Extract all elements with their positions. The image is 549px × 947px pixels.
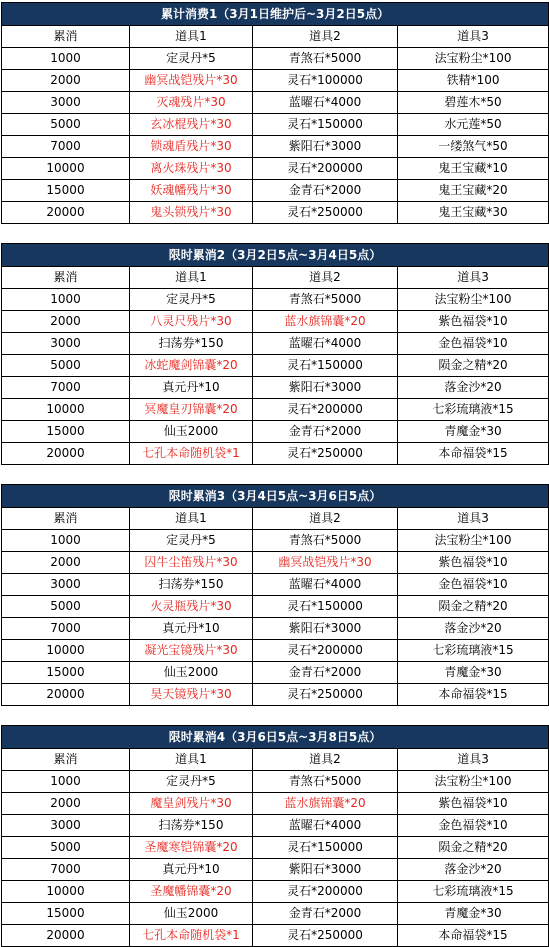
reward-item-cell: 扫荡券*150: [130, 574, 253, 596]
reward-item-cell: 蓝曜石*4000: [253, 815, 398, 837]
reward-item-cell: 妖魂幡残片*30: [130, 180, 253, 202]
reward-item-cell: 灵石*250000: [253, 925, 398, 947]
table-row: [2, 881, 549, 903]
reward-item-cell: 本命福袋*15: [398, 443, 549, 465]
reward-item-cell: 紫色福袋*10: [398, 793, 549, 815]
spend-threshold-cell: 7000: [2, 136, 130, 158]
table-row: [2, 552, 549, 574]
reward-item-cell: 法宝粉尘*100: [398, 289, 549, 311]
spend-threshold-cell: 2000: [2, 311, 130, 333]
reward-item-cell: 七彩琉璃液*15: [398, 640, 549, 662]
reward-item-cell: 灵石*250000: [253, 443, 398, 465]
reward-item-cell: 定灵丹*5: [130, 530, 253, 552]
reward-table: [1, 2, 549, 224]
reward-item-cell: 金青石*2000: [253, 662, 398, 684]
reward-item-cell: 紫色福袋*10: [398, 311, 549, 333]
table-row: [2, 618, 549, 640]
table-row: [2, 925, 549, 947]
column-header: 道具1: [130, 267, 253, 289]
reward-item-cell: 紫色福袋*10: [398, 552, 549, 574]
reward-item-cell: 七孔本命随机袋*1: [130, 443, 253, 465]
spend-threshold-cell: 5000: [2, 114, 130, 136]
table-row: [2, 136, 549, 158]
reward-item-cell: 紫阳石*3000: [253, 136, 398, 158]
reward-item-cell: 扫荡券*150: [130, 333, 253, 355]
table-row: [2, 640, 549, 662]
column-header: 道具1: [130, 749, 253, 771]
reward-item-cell: 定灵丹*5: [130, 289, 253, 311]
reward-item-cell: 法宝粉尘*100: [398, 530, 549, 552]
reward-item-cell: 金青石*2000: [253, 180, 398, 202]
reward-item-cell: 玄冰棍残片*30: [130, 114, 253, 136]
table-row: [2, 48, 549, 70]
reward-item-cell: 锁魂盾残片*30: [130, 136, 253, 158]
reward-item-cell: 紫阳石*3000: [253, 859, 398, 881]
reward-item-cell: 铁精*100: [398, 70, 549, 92]
table-row: [2, 311, 549, 333]
reward-item-cell: 灵石*250000: [253, 684, 398, 706]
reward-item-cell: 圣魔寒铠锦囊*20: [130, 837, 253, 859]
reward-item-cell: 鬼王宝藏*20: [398, 180, 549, 202]
reward-item-cell: 七彩琉璃液*15: [398, 399, 549, 421]
reward-item-cell: 碧莲木*50: [398, 92, 549, 114]
spend-threshold-cell: 2000: [2, 793, 130, 815]
reward-item-cell: 仙玉2000: [130, 903, 253, 925]
reward-item-cell: 青煞石*5000: [253, 289, 398, 311]
reward-item-cell: 金色福袋*10: [398, 815, 549, 837]
table-title: 累计消费1（3月1日维护后~3月2日5点）: [2, 3, 549, 26]
table-row: [2, 793, 549, 815]
reward-item-cell: 离火珠残片*30: [130, 158, 253, 180]
spend-threshold-cell: 15000: [2, 421, 130, 443]
spend-threshold-cell: 3000: [2, 333, 130, 355]
column-header: 累消: [2, 267, 130, 289]
reward-item-cell: 本命福袋*15: [398, 925, 549, 947]
table-row: [2, 903, 549, 925]
spend-threshold-cell: 3000: [2, 574, 130, 596]
reward-item-cell: 蓝曜石*4000: [253, 574, 398, 596]
reward-item-cell: 仙玉2000: [130, 421, 253, 443]
spend-threshold-cell: 15000: [2, 662, 130, 684]
reward-item-cell: 陨金之精*20: [398, 596, 549, 618]
reward-item-cell: 灵石*150000: [253, 355, 398, 377]
reward-item-cell: 水元莲*50: [398, 114, 549, 136]
reward-item-cell: 青煞石*5000: [253, 530, 398, 552]
reward-item-cell: 冥魔皇刃锦囊*20: [130, 399, 253, 421]
reward-table: [1, 725, 549, 947]
reward-item-cell: 蓝曜石*4000: [253, 333, 398, 355]
table-row: [2, 70, 549, 92]
reward-table: [1, 484, 549, 706]
reward-item-cell: 灵石*200000: [253, 881, 398, 903]
reward-item-cell: 鬼王宝藏*30: [398, 202, 549, 224]
spend-threshold-cell: 7000: [2, 377, 130, 399]
reward-item-cell: 灵石*200000: [253, 640, 398, 662]
table-row: [2, 202, 549, 224]
reward-item-cell: 真元丹*10: [130, 618, 253, 640]
table-row: [2, 662, 549, 684]
reward-item-cell: 定灵丹*5: [130, 48, 253, 70]
reward-item-cell: 七孔本命随机袋*1: [130, 925, 253, 947]
table-row: [2, 596, 549, 618]
spend-threshold-cell: 20000: [2, 202, 130, 224]
reward-item-cell: 幽冥战铠残片*30: [253, 552, 398, 574]
reward-item-cell: 紫阳石*3000: [253, 377, 398, 399]
spend-threshold-cell: 15000: [2, 903, 130, 925]
spend-threshold-cell: 3000: [2, 815, 130, 837]
reward-item-cell: 金青石*2000: [253, 421, 398, 443]
spend-threshold-cell: 20000: [2, 925, 130, 947]
table-row: [2, 771, 549, 793]
reward-item-cell: 灵石*150000: [253, 596, 398, 618]
spend-threshold-cell: 20000: [2, 443, 130, 465]
spend-threshold-cell: 1000: [2, 771, 130, 793]
column-header: 道具3: [398, 508, 549, 530]
reward-item-cell: 灵石*100000: [253, 70, 398, 92]
reward-item-cell: 圣魔幡锦囊*20: [130, 881, 253, 903]
reward-item-cell: 金色福袋*10: [398, 574, 549, 596]
reward-item-cell: 青煞石*5000: [253, 771, 398, 793]
column-header: 累消: [2, 749, 130, 771]
reward-item-cell: 陨金之精*20: [398, 355, 549, 377]
table-row: [2, 859, 549, 881]
reward-item-cell: 灵石*150000: [253, 114, 398, 136]
reward-item-cell: 灵石*150000: [253, 837, 398, 859]
table-row: [2, 114, 549, 136]
table-title: 限时累消3（3月4日5点~3月6日5点）: [2, 485, 549, 508]
spend-threshold-cell: 15000: [2, 180, 130, 202]
reward-item-cell: 青煞石*5000: [253, 48, 398, 70]
reward-item-cell: 真元丹*10: [130, 859, 253, 881]
spend-threshold-cell: 1000: [2, 289, 130, 311]
column-header: 道具3: [398, 749, 549, 771]
table-row: [2, 92, 549, 114]
spend-threshold-cell: 3000: [2, 92, 130, 114]
column-header: 道具2: [253, 749, 398, 771]
reward-item-cell: 蓝水旗锦囊*20: [253, 311, 398, 333]
spend-threshold-cell: 7000: [2, 618, 130, 640]
spend-threshold-cell: 10000: [2, 640, 130, 662]
spend-threshold-cell: 10000: [2, 158, 130, 180]
reward-item-cell: 鬼头锁残片*30: [130, 202, 253, 224]
reward-item-cell: 蓝水旗锦囊*20: [253, 793, 398, 815]
reward-item-cell: 青魔金*30: [398, 662, 549, 684]
reward-item-cell: 灵石*200000: [253, 158, 398, 180]
table-row: [2, 530, 549, 552]
spend-threshold-cell: 5000: [2, 596, 130, 618]
table-row: [2, 574, 549, 596]
reward-item-cell: 真元丹*10: [130, 377, 253, 399]
reward-item-cell: 蓝曜石*4000: [253, 92, 398, 114]
reward-item-cell: 冰蛇魔剑锦囊*20: [130, 355, 253, 377]
reward-item-cell: 灵石*250000: [253, 202, 398, 224]
reward-item-cell: 金青石*2000: [253, 903, 398, 925]
column-header: 道具2: [253, 267, 398, 289]
reward-item-cell: 鬼王宝藏*10: [398, 158, 549, 180]
reward-item-cell: 落金沙*20: [398, 859, 549, 881]
reward-item-cell: 囚牛尘笛残片*30: [130, 552, 253, 574]
table-title: 限时累消4（3月6日5点~3月8日5点）: [2, 726, 549, 749]
reward-item-cell: 扫荡券*150: [130, 815, 253, 837]
reward-item-cell: 陨金之精*20: [398, 837, 549, 859]
column-header: 道具1: [130, 26, 253, 48]
column-header: 累消: [2, 508, 130, 530]
header-row: [2, 267, 549, 289]
spend-threshold-cell: 10000: [2, 881, 130, 903]
table-row: [2, 355, 549, 377]
table-row: [2, 289, 549, 311]
column-header: 道具3: [398, 26, 549, 48]
spend-threshold-cell: 10000: [2, 399, 130, 421]
reward-item-cell: 紫阳石*3000: [253, 618, 398, 640]
column-header: 道具3: [398, 267, 549, 289]
reward-item-cell: 落金沙*20: [398, 377, 549, 399]
spend-threshold-cell: 2000: [2, 70, 130, 92]
reward-item-cell: 火灵瓶残片*30: [130, 596, 253, 618]
reward-item-cell: 青魔金*30: [398, 421, 549, 443]
reward-item-cell: 昊天镜残片*30: [130, 684, 253, 706]
spend-threshold-cell: 2000: [2, 552, 130, 574]
reward-item-cell: 八灵尺残片*30: [130, 311, 253, 333]
table-row: [2, 443, 549, 465]
table-row: [2, 815, 549, 837]
spend-threshold-cell: 1000: [2, 48, 130, 70]
spend-threshold-cell: 5000: [2, 355, 130, 377]
table-row: [2, 158, 549, 180]
table-title: 限时累消2（3月2日5点~3月4日5点）: [2, 244, 549, 267]
reward-item-cell: 灵石*200000: [253, 399, 398, 421]
reward-item-cell: 青魔金*30: [398, 903, 549, 925]
reward-item-cell: 定灵丹*5: [130, 771, 253, 793]
reward-item-cell: 法宝粉尘*100: [398, 48, 549, 70]
table-row: [2, 684, 549, 706]
reward-item-cell: 金色福袋*10: [398, 333, 549, 355]
table-row: [2, 180, 549, 202]
reward-item-cell: 仙玉2000: [130, 662, 253, 684]
reward-item-cell: 七彩琉璃液*15: [398, 881, 549, 903]
reward-item-cell: 魔皇剑残片*30: [130, 793, 253, 815]
table-row: [2, 399, 549, 421]
column-header: 累消: [2, 26, 130, 48]
reward-item-cell: 落金沙*20: [398, 618, 549, 640]
column-header: 道具2: [253, 26, 398, 48]
spend-threshold-cell: 20000: [2, 684, 130, 706]
column-header: 道具1: [130, 508, 253, 530]
table-row: [2, 377, 549, 399]
reward-item-cell: 一缕煞气*50: [398, 136, 549, 158]
spend-threshold-cell: 1000: [2, 530, 130, 552]
reward-item-cell: 法宝粉尘*100: [398, 771, 549, 793]
reward-item-cell: 幽冥战铠残片*30: [130, 70, 253, 92]
table-row: [2, 333, 549, 355]
spend-threshold-cell: 5000: [2, 837, 130, 859]
header-row: [2, 749, 549, 771]
reward-item-cell: 凝光宝镜残片*30: [130, 640, 253, 662]
table-row: [2, 837, 549, 859]
spend-threshold-cell: 7000: [2, 859, 130, 881]
table-row: [2, 421, 549, 443]
reward-table: [1, 243, 549, 465]
header-row: [2, 508, 549, 530]
reward-item-cell: 本命福袋*15: [398, 684, 549, 706]
header-row: [2, 26, 549, 48]
column-header: 道具2: [253, 508, 398, 530]
reward-item-cell: 灭魂残片*30: [130, 92, 253, 114]
